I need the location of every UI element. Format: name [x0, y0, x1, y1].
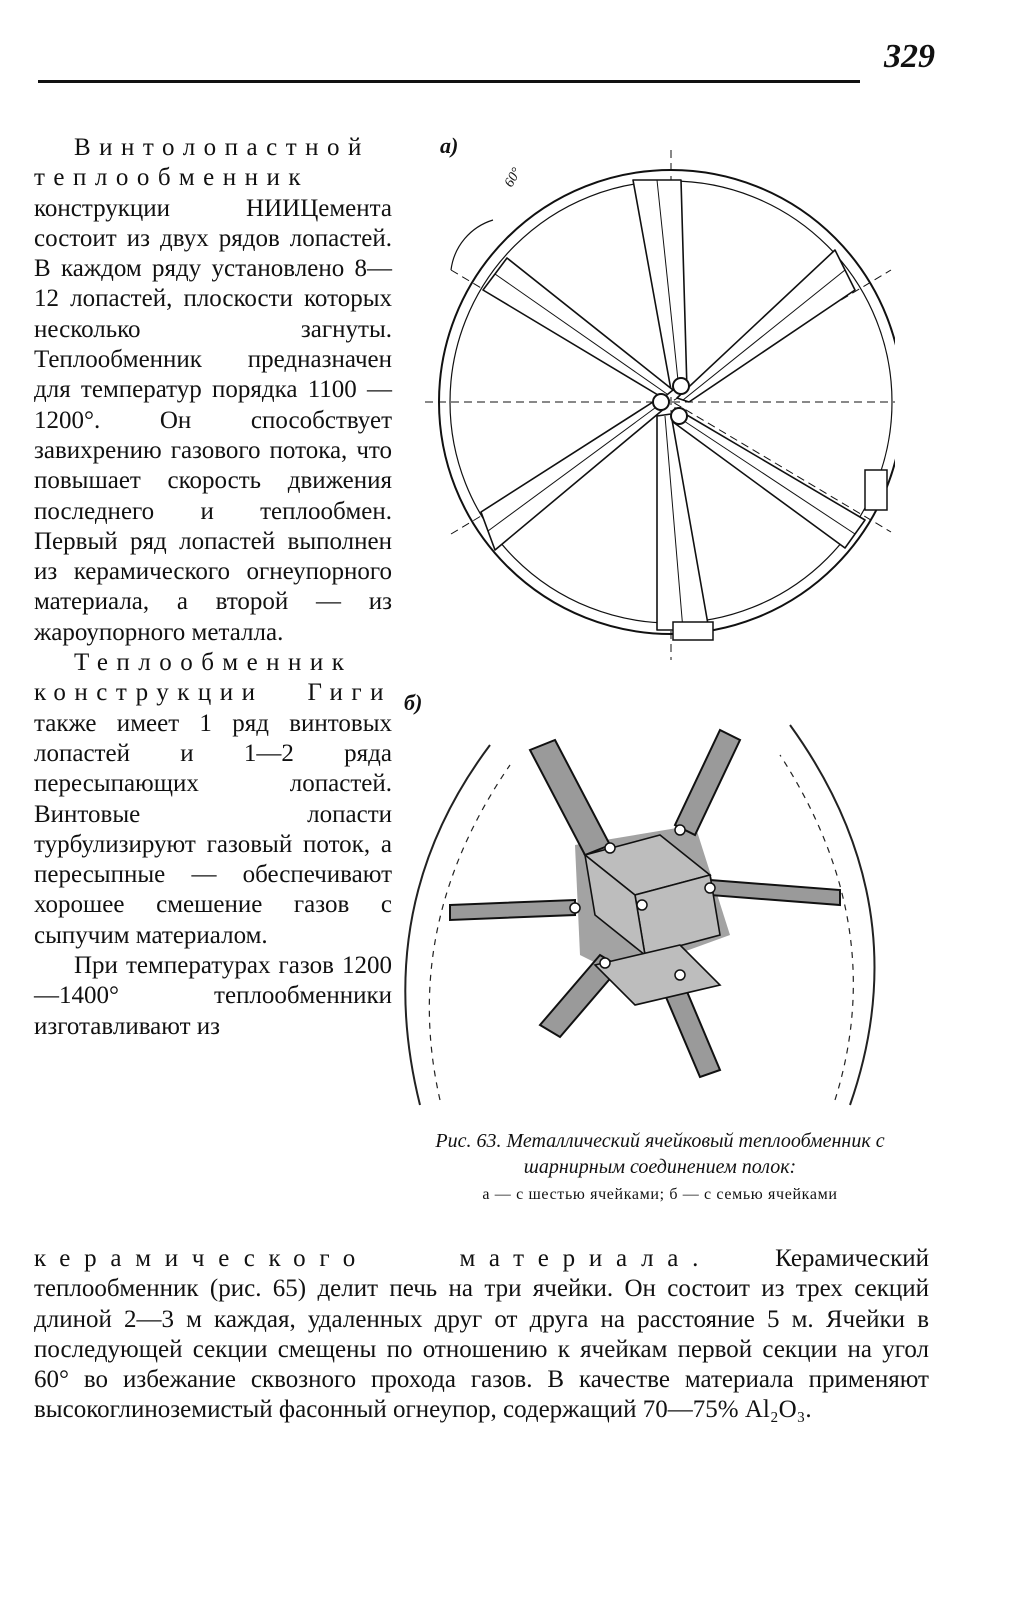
figure-caption	[386, 1128, 934, 1208]
paragraph-1	[34, 133, 392, 648]
term-gigi: Теплообменник конструкции Гиги	[34, 649, 392, 707]
bottom-text	[34, 1244, 929, 1426]
paragraph-3-body: . Керамический теплообменник (рис. 65) делит печь на три ячейки. Он состоит из трех секций длиной 2—3 м каждая, удаленных друг от друга на расстояние 5 м. Ячейки в последующей секции смещены по отношению к ячейкам первой секции на угол 60° во избежание сквозного прохода газов. В качестве материала применяют высокоглиноземистый фасонный огнеупор, содержащий 70—75% Al₂O₃.	[34, 1245, 930, 1424]
caption-sub: а — с шестью ячейками; б — с семью ячейками	[482, 1186, 838, 1203]
paragraph-3	[34, 1244, 929, 1426]
paragraph-3-start: При температурах газов 1200—1400° теплообменники изготавливают из	[34, 952, 392, 1040]
term-vintolopastnoy: Винтолопастной теплообменник	[34, 134, 370, 192]
caption-main: Рис. 63. Металлический ячейковый теплообменник с шарнирным соединением полок:	[435, 1130, 885, 1178]
figure-b-photo	[380, 705, 900, 1115]
paragraph-2	[34, 648, 392, 951]
term-ceramic: керамического материала	[34, 1245, 693, 1272]
header-rule	[38, 80, 860, 83]
paragraph-1-body: конструкции НИИЦемента состоит из двух рядов лопастей. В каждом ряду установлено 8—12 лопастей, плоскости которых несколько загнуты. Теплообменник предназначен для температур порядка 1100 — 1200°. Он способствует завихрению газового потока, что повышает скорость движения последнего и теплообмен. Первый ряд лопастей выполнен из керамического огнеупорного материала, а второй — из жароупорного металла.	[34, 194, 392, 646]
figure-a-diagram	[425, 140, 895, 660]
page-number: 329	[884, 38, 935, 75]
body-text-column	[34, 133, 392, 1042]
figure-a-label: а)	[440, 133, 459, 158]
angle-label: 60°	[501, 165, 525, 190]
figure-b-label: б)	[404, 690, 423, 715]
paragraph-2-body: также имеет 1 ряд винтовых лопастей и 1—2 ряда пересыпающих лопастей. Винтовые лопасти турбулизируют газовый поток, а пересыпные — обеспечивают хорошее смешение газов с сыпучим материалом.	[34, 709, 392, 949]
